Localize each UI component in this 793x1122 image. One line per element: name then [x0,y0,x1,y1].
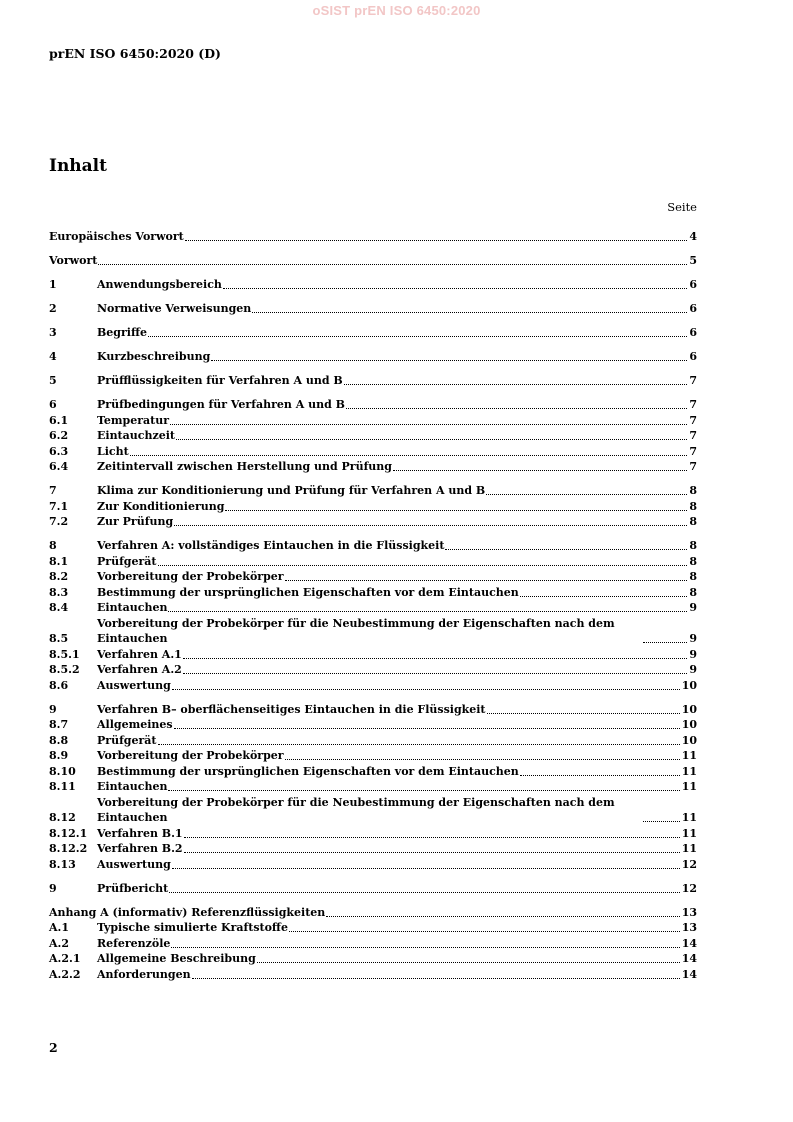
toc-entry-title: Begriffe [97,326,147,339]
dot-leader [184,837,680,838]
toc-entry-page: 11 [681,826,697,840]
toc-entry[interactable] [49,499,697,515]
toc-entry-title-wrap [97,301,688,317]
toc-entry-number: 6.3 [49,444,69,458]
toc-entry-title: Eintauchzeit [97,429,175,442]
dot-leader [168,611,687,612]
toc-entry-number: 7.1 [49,499,69,513]
toc-entry-page: 7 [689,444,697,458]
toc-entry[interactable] [49,554,697,570]
toc-entry-page: 8 [689,484,697,497]
toc-entry-number: 8.1 [49,554,69,568]
toc-entry-page: 8 [689,539,697,552]
toc-entry-title: Vorbereitung der Probekörper [97,749,284,762]
dot-leader [183,673,688,674]
dot-leader [486,494,687,495]
toc-entry-title-wrap [49,253,688,269]
toc-entry[interactable] [49,881,697,897]
toc-entry-number: 8.6 [49,678,69,692]
toc-entry-number: 8.4 [49,601,69,614]
toc-entry-number: 8.8 [49,733,69,747]
toc-entry-title-wrap [49,905,681,921]
toc-entry-title-wrap [97,951,681,967]
toc-entry[interactable] [49,702,697,718]
toc-entry-title-wrap [97,277,688,293]
toc-entry-title: Bestimmung der ursprünglichen Eigenschaften vor dem Eintauchen [97,764,519,778]
toc-entry-title-wrap [97,483,688,499]
toc-entry-number: 8.5.2 [49,663,80,676]
toc-entry-page: 4 [689,230,697,243]
dot-leader [344,384,688,385]
toc-entry[interactable] [49,905,697,921]
dot-leader [158,744,680,745]
toc-entry[interactable] [49,678,697,694]
dot-leader [520,596,688,597]
toc-entry[interactable] [49,748,697,764]
toc-entry-title-wrap [97,428,688,444]
toc-entry-page: 10 [681,733,697,747]
toc-entry-page: 14 [681,952,697,965]
toc-entry[interactable] [49,349,697,365]
toc-entry-title: Prüfflüssigkeiten für Verfahren A und B [97,374,343,387]
dot-leader [174,728,680,729]
toc-entry-title-wrap [97,881,681,897]
toc-entry-title: Allgemeine Beschreibung [97,952,256,965]
toc-entry-title-wrap [97,569,688,585]
toc-entry-number: 9 [49,881,57,895]
toc-entry-page: 11 [681,811,697,824]
toc-entry-page: 8 [689,554,697,568]
toc-entry[interactable] [49,826,697,842]
toc-entry-number: 8.5.1 [49,647,80,661]
toc-entry-page: 7 [689,374,697,387]
dot-leader [393,470,687,471]
toc-entry-page: 14 [681,936,697,950]
toc-entry-page: 7 [689,398,697,411]
toc-entry-title-wrap [97,967,681,983]
toc-entry-page: 10 [681,718,697,731]
page-column-label: Seite [667,200,697,214]
toc-entry-title: Vorbereitung der Probekörper [97,570,284,583]
toc-entry-number: 8.12.1 [49,826,88,840]
toc-entry-title: Verfahren B– oberflächenseitiges Eintauchen in die Flüssigkeit [97,702,486,716]
toc-entry-title: Prüfbedingungen für Verfahren A und B [97,398,345,411]
toc-entry[interactable] [49,569,697,585]
toc-entry[interactable] [49,616,697,647]
toc-entry-title: Licht [97,444,129,458]
dot-leader [285,580,688,581]
toc-entry-number: 6.1 [49,413,69,427]
toc-entry-title-wrap [97,349,688,365]
toc-entry-page: 11 [681,749,697,762]
toc-entry-title: Europäisches Vorwort [49,230,184,243]
toc-entry-title: Verfahren A: vollständiges Eintauchen in die Flüssigkeit [97,539,445,552]
toc-entry-title: Auswertung [97,857,171,871]
dot-leader [130,455,688,456]
toc-entry-title: Eintauchen [97,601,168,614]
dot-leader [192,978,680,979]
toc-entry-title: Verfahren B.2 [97,842,183,855]
dot-leader [98,264,687,265]
dot-leader [185,240,688,241]
toc-entry[interactable] [49,538,697,554]
toc-entry-page: 5 [689,254,697,267]
toc-entry-number: 5 [49,374,57,387]
toc-entry-title: Eintauchen [97,780,168,793]
toc-entry-page: 11 [681,764,697,778]
toc-entry-number: 8.3 [49,585,69,599]
toc-entry-number: A.1 [49,921,70,934]
toc-entry-title-wrap [97,444,688,460]
toc-entry-title: Anhang A (informativ) Referenzflüssigkeiten [49,905,326,919]
dot-leader [346,408,687,409]
toc-entry-number: A.2 [49,936,70,950]
toc-entry-title-wrap [97,538,688,554]
toc-entry-number: 8 [49,539,57,552]
document-id-header: prEN ISO 6450:2020 (D) [49,46,221,61]
toc-entry-number: 8.7 [49,718,69,731]
toc-entry[interactable] [49,779,697,795]
toc-entry-title: Temperatur [97,413,170,427]
toc-entry-title: Prüfbericht [97,881,169,895]
toc-entry[interactable] [49,514,697,530]
toc-entry[interactable] [49,795,697,826]
toc-entry[interactable] [49,413,697,429]
toc-entry-page: 6 [689,302,697,315]
toc-entry-page: 10 [681,702,697,716]
toc-entry-page: 8 [689,515,697,528]
toc-entry-title-wrap [97,585,688,601]
toc-entry-title: Verfahren A.1 [97,647,182,661]
toc-entry[interactable] [49,229,697,245]
toc-entry-title: Verfahren A.2 [97,663,182,676]
toc-entry-page: 13 [681,905,697,919]
dot-leader [326,916,679,917]
dot-leader [168,790,679,791]
toc-entry[interactable] [49,857,697,873]
toc-entry-page: 11 [681,842,697,855]
dot-leader [211,360,687,361]
dot-leader [174,525,687,526]
toc-entry-title-wrap [97,795,681,826]
toc-entry-number: 9 [49,702,57,716]
page-number: 2 [49,1040,58,1055]
toc-entry-page: 6 [689,326,697,339]
toc-entry[interactable] [49,397,697,413]
dot-leader [285,759,680,760]
toc-entry-number: 4 [49,350,57,363]
toc-entry-title-wrap [97,600,688,616]
dot-leader [643,642,687,643]
toc-entry-title: Klima zur Konditionierung und Prüfung für Verfahren A und B [97,484,486,497]
toc-entry-number: 8.13 [49,857,76,871]
toc-entry-title: Auswertung [97,678,171,692]
toc-entry[interactable] [49,841,697,857]
toc-entry-number: 1 [49,278,57,291]
toc-entry-title: Anwendungsbereich [97,278,222,291]
dot-leader [445,549,687,550]
toc-entry[interactable] [49,967,697,983]
toc-entry-number: 7.2 [49,515,69,528]
toc-entry-page: 14 [681,967,697,981]
toc-entry-number: 8.12 [49,811,76,824]
toc-entry-page: 8 [689,585,697,599]
toc-entry-number: 8.9 [49,749,69,762]
dot-leader [520,775,680,776]
toc-entry-title-wrap [97,764,681,780]
toc-entry[interactable] [49,717,697,733]
toc-entry-number: 2 [49,302,57,315]
toc-entry-title-wrap [97,920,681,936]
toc-entry-title: Anforderungen [97,967,191,981]
toc-entry-page: 7 [689,460,697,473]
toc-entry-title: Verfahren B.1 [97,826,183,840]
dot-leader [289,931,680,932]
dot-leader [184,852,680,853]
toc-entry-title-wrap [97,397,688,413]
dot-leader [171,947,679,948]
toc-entry-title-wrap [97,459,688,475]
toc-entry-title-wrap [97,841,681,857]
toc-entry[interactable] [49,253,697,269]
toc-entry-page: 7 [689,429,697,442]
toc-entry-title: Prüfgerät [97,554,157,568]
dot-leader [170,424,687,425]
toc-entry[interactable] [49,764,697,780]
dot-leader [223,288,687,289]
toc-entry[interactable] [49,325,697,341]
dot-leader [176,439,687,440]
dot-leader [172,868,680,869]
toc-entry-title-wrap [97,936,681,952]
toc-entry-number: A.2.1 [49,952,81,965]
toc-entry-title: Zur Konditionierung [97,499,225,513]
toc-entry-title: Zeitintervall zwischen Herstellung und Prüfung [97,460,392,473]
toc-entry-title-wrap [97,662,688,678]
toc-entry[interactable] [49,647,697,663]
toc-entry-title-wrap [97,616,688,647]
toc-entry-title-wrap [97,748,681,764]
dot-leader [257,962,680,963]
toc-entry[interactable] [49,936,697,952]
toc-entry-title-wrap [97,779,681,795]
dot-leader [158,565,688,566]
toc-entry-number: 8.12.2 [49,842,88,855]
toc-entry-page: 9 [689,663,697,676]
toc-entry-title-wrap [97,717,681,733]
toc-entry-title-wrap [97,325,688,341]
dot-leader [172,689,680,690]
toc-entry-title-wrap [49,229,688,245]
toc-entry-page: 12 [681,881,697,895]
toc-entry-number: 6 [49,398,57,411]
toc-entry-title-wrap [97,702,681,718]
toc-entry-title-wrap [97,413,688,429]
watermark-text: oSIST prEN ISO 6450:2020 [312,3,481,18]
toc-entry-title-wrap [97,857,681,873]
toc-entry-page: 6 [689,278,697,291]
toc-entry-number: 3 [49,326,57,339]
toc-entry-number: 6.4 [49,460,69,473]
toc-entry[interactable] [49,920,697,936]
dot-leader [252,312,687,313]
toc-entry-number: 8.2 [49,570,69,583]
toc-entry-number: 8.5 [49,632,69,645]
toc-entry-title-wrap [97,647,688,663]
toc-entry-page: 8 [689,499,697,513]
toc-entry[interactable] [49,483,697,499]
toc-entry-page: 10 [681,678,697,692]
toc-entry[interactable] [49,600,697,616]
toc-entry-title: Vorbereitung der Probekörper für die Neubestimmung der Eigenschaften nach dem Eintauchen [97,616,615,645]
toc-entry[interactable] [49,585,697,601]
toc-heading: Inhalt [49,156,107,176]
toc-entry[interactable] [49,951,697,967]
toc-entry[interactable] [49,428,697,444]
toc-entry-title: Kurzbeschreibung [97,350,211,363]
toc-entry-title-wrap [97,499,688,515]
dot-leader [225,510,687,511]
toc-entry-number: 8.11 [49,780,76,793]
toc-entry-title-wrap [97,733,681,749]
toc-entry-number: A.2.2 [49,967,81,981]
toc-entry-page: 8 [689,570,697,583]
toc-entry-title: Allgemeines [97,718,173,731]
toc-entry-page: 11 [681,780,697,793]
toc-entry-title-wrap [97,678,681,694]
dot-leader [183,658,688,659]
toc-entry-page: 9 [689,647,697,661]
toc-entry-title: Bestimmung der ursprünglichen Eigenschaften vor dem Eintauchen [97,585,519,599]
toc-entry[interactable] [49,662,697,678]
toc-entry-title: Zur Prüfung [97,515,174,528]
toc-entry-title-wrap [97,373,688,389]
toc-entry-number: 7 [49,484,57,497]
toc-entry-page: 7 [689,413,697,427]
toc-entry[interactable] [49,277,697,293]
dot-leader [643,821,680,822]
dot-leader [487,713,680,714]
toc-entry-title: Normative Verweisungen [97,302,252,315]
table-of-contents [49,229,697,982]
toc-entry-title: Prüfgerät [97,733,157,747]
toc-entry-number: 6.2 [49,429,69,442]
toc-entry-title-wrap [97,826,681,842]
toc-entry-title: Vorbereitung der Probekörper für die Neubestimmung der Eigenschaften nach dem Eintauchen [97,795,615,824]
toc-entry[interactable] [49,733,697,749]
toc-entry[interactable] [49,301,697,317]
dot-leader [148,336,687,337]
toc-entry-title: Referenzöle [97,936,171,950]
toc-entry-page: 6 [689,350,697,363]
toc-entry-title-wrap [97,554,688,570]
toc-entry[interactable] [49,459,697,475]
toc-entry-page: 13 [681,921,697,934]
toc-entry[interactable] [49,444,697,460]
toc-entry-title: Vorwort [49,254,98,267]
toc-entry-title-wrap [97,514,688,530]
dot-leader [169,892,679,893]
toc-entry-number: 8.10 [49,764,76,778]
toc-entry-title: Typische simulierte Kraftstoffe [97,921,288,934]
toc-entry-page: 9 [689,632,697,645]
toc-entry-page: 9 [689,601,697,614]
toc-entry[interactable] [49,373,697,389]
toc-entry-page: 12 [681,857,697,871]
